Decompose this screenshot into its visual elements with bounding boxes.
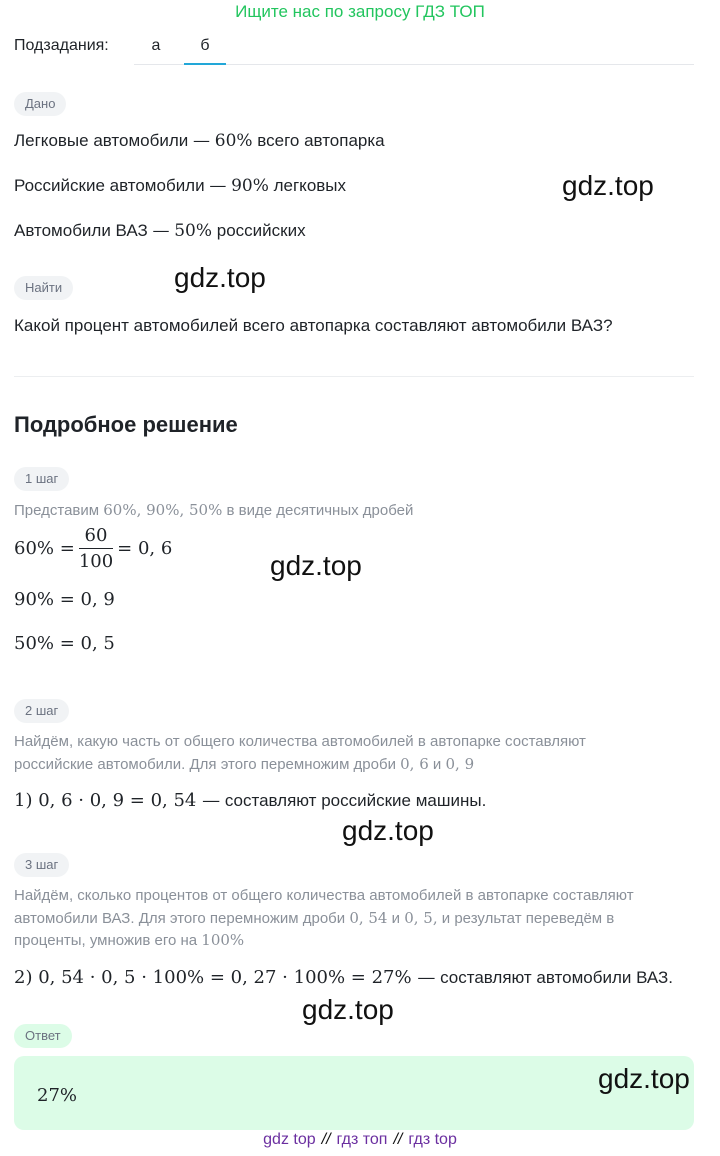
step-2-text-line-1: Найдём, какую часть от общего количества автомобилей в автопарке составляют xyxy=(14,733,586,750)
find-question: Какой процент автомобилей всего автопарка составляют автомобили ВАЗ? xyxy=(14,316,613,335)
answer-value: 27% xyxy=(37,1085,78,1106)
footer-link-3[interactable]: гдз top xyxy=(408,1131,457,1148)
tab-b[interactable]: б xyxy=(200,37,210,54)
given-line-1: Легковые автомобили — 60% всего автопарка xyxy=(14,131,385,151)
watermark: gdz.top xyxy=(174,262,266,293)
given-badge: Дано xyxy=(14,92,66,116)
step-1-equation-3: 50% = 0, 5 xyxy=(14,633,115,654)
step-1-intro: Представим 60%, 90%, 50% в виде десятичных дробей xyxy=(14,501,414,519)
step-1-equation-2: 90% = 0, 9 xyxy=(14,589,115,610)
footer: gdz top // гдз топ // гдз top xyxy=(263,1131,457,1148)
step-2-equation: 1) 0, 6 · 0, 9 = 0, 54 — составляют российские машины. xyxy=(14,790,487,811)
step-1-badge: 1 шаг xyxy=(14,467,69,491)
watermark: gdz.top xyxy=(562,170,654,201)
step-2-badge: 2 шаг xyxy=(14,699,69,723)
section-divider xyxy=(14,376,694,377)
find-badge: Найти xyxy=(14,276,73,300)
search-banner: Ищите нас по запросу ГДЗ ТОП xyxy=(235,2,485,21)
step-3-text-line-2: автомобили ВАЗ. Для этого перемножим дроби 0, 54 и 0, 5, и результат переведём в xyxy=(14,909,615,927)
watermark: gdz.top xyxy=(342,815,434,846)
given-line-3: Автомобили ВАЗ — 50% российских xyxy=(14,221,306,241)
step-3-text-line-1: Найдём, сколько процентов от общего количества автомобилей в автопарке составляют xyxy=(14,887,634,904)
step-3-equation: 2) 0, 54 · 0, 5 · 100% = 0, 27 · 100% = 27% — составляют автомобили ВАЗ. xyxy=(14,967,674,988)
subtasks-label: Подзадания: xyxy=(14,37,109,54)
step-2-text-line-2: российские автомобили. Для этого перемножим дроби 0, 6 и 0, 9 xyxy=(14,755,475,773)
footer-link-2[interactable]: гдз топ xyxy=(336,1131,388,1148)
solution-title: Подробное решение xyxy=(14,412,238,437)
step-1-equation-1: 60% = $\frac{60}{100}$ = 0, 6 xyxy=(14,525,173,572)
tab-a[interactable]: а xyxy=(151,37,161,54)
watermark: gdz.top xyxy=(302,994,394,1025)
footer-link-1[interactable]: gdz top xyxy=(263,1131,316,1148)
active-tab-indicator xyxy=(184,63,226,65)
given-line-2: Российские автомобили — 90% легковых xyxy=(14,176,347,196)
answer-box xyxy=(14,1056,694,1130)
watermark: gdz.top xyxy=(270,550,362,581)
watermark: gdz.top xyxy=(598,1063,690,1094)
step-3-badge: 3 шаг xyxy=(14,853,69,877)
answer-badge: Ответ xyxy=(14,1024,72,1048)
step-3-text-line-3: проценты, умножив его на 100% xyxy=(14,931,245,949)
